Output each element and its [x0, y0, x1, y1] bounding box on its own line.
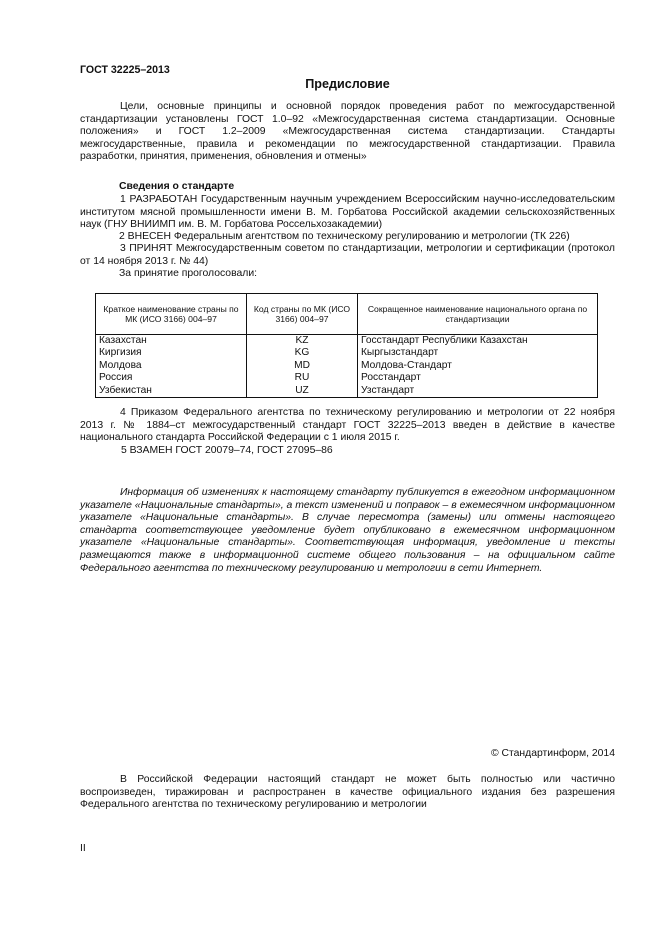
intro-paragraph: Цели, основные принципы и основной порядок проведения работ по межгосударственной стандартизации установлены ГОСТ 1.0–92 «Межгосударственная система стандартизации. Основные положения» и ГОСТ 1.2–2009 «Межгосударственная система стандартизации. Стандарты межгосударственные, правила и рекомендации по межгосударственной стандартизации. Правила разработки, принятия, применения, обновления и отмены»	[80, 101, 615, 163]
table-row	[96, 360, 598, 372]
table-row	[96, 335, 598, 348]
cell-code: MD	[247, 360, 358, 372]
table-row	[96, 385, 598, 398]
column-header-country: Краткое наименование страны по МК (ИСО 3166) 004–97	[96, 294, 247, 335]
info-heading: Сведения о стандарте	[119, 181, 235, 192]
voting-table	[95, 293, 598, 398]
table-row	[96, 372, 598, 384]
copyright-line: © Стандартинформ, 2014	[490, 748, 615, 759]
info-item-1: 1 РАЗРАБОТАН Государственным научным учреждением Всероссийским научно-исследовательским институтом мясной промышленности имени В. М. Горбатова Российской академии сельскохозяйственных наук (ГНУ ВНИИМП им. В. М. Горбатова Россельхозакадемии)	[80, 194, 615, 231]
info-item-5: 5 ВЗАМЕН ГОСТ 20079–74, ГОСТ 27095–86	[121, 445, 333, 456]
info-item-4: 4 Приказом Федерального агентства по техническому регулированию и метрологии от 22 ноября 2013 г. № 1884–ст межгосударственный стандарт ГОСТ 32225–2013 введен в действие в качестве национального стандарта Российской Федерации с 1 июля 2015 г.	[80, 407, 615, 444]
cell-body: Госстандарт Республики Казахстан	[358, 335, 598, 348]
page-title: Предисловие	[305, 77, 390, 91]
cell-code: KZ	[247, 335, 358, 348]
cell-code: RU	[247, 372, 358, 384]
column-header-code: Код страны по МК (ИСО 3166) 004–97	[247, 294, 358, 335]
reproduction-paragraph: В Российской Федерации настоящий стандарт не может быть полностью или частично воспроизведен, тиражирован и распространен в качестве официального издания без разрешения Федерального агентства по техническому регулированию и метрологии	[80, 774, 615, 811]
cell-country: Узбекистан	[96, 385, 247, 398]
cell-body: Росстандарт	[358, 372, 598, 384]
cell-code: UZ	[247, 385, 358, 398]
cell-country: Киргизия	[96, 347, 247, 359]
document-code: ГОСТ 32225–2013	[80, 64, 170, 76]
table-row	[96, 347, 598, 359]
cell-body: Узстандарт	[358, 385, 598, 398]
info-item-3: 3 ПРИНЯТ Межгосударственным советом по стандартизации, метрологии и сертификации (протокол от 14 ноября 2013 г. № 44)	[80, 243, 615, 267]
cell-code: KG	[247, 347, 358, 359]
notice-paragraph: Информация об изменениях к настоящему стандарту публикуется в ежегодном информационном указателе «Национальные стандарты», а текст изменений и поправок – в ежемесячном информационном указателе «Национальные стандарты». В случае пересмотра (замены) или отмены настоящего стандарта соответствующее уведомление будет опубликовано в ежемесячном информационном указателе «Национальные стандарты». Соответствующая информация, уведомление и тексты размещаются также в информационной системе общего пользования – на официальном сайте Федерального агентства по техническому регулированию и метрологии в сети Интернет.	[80, 487, 615, 574]
table-header-row	[96, 294, 598, 335]
cell-country: Молдова	[96, 360, 247, 372]
column-header-body: Сокращенное наименование национального органа по стандартизации	[358, 294, 598, 335]
cell-country: Россия	[96, 372, 247, 384]
page-number: II	[80, 843, 86, 854]
info-item-2: 2 ВНЕСЕН Федеральным агентством по техническому регулированию и метрологии (ТК 226)	[119, 231, 570, 242]
cell-country: Казахстан	[96, 335, 247, 348]
cell-body: Молдова-Стандарт	[358, 360, 598, 372]
voted-label: За принятие проголосовали:	[119, 268, 258, 279]
cell-body: Кыргызстандарт	[358, 347, 598, 359]
